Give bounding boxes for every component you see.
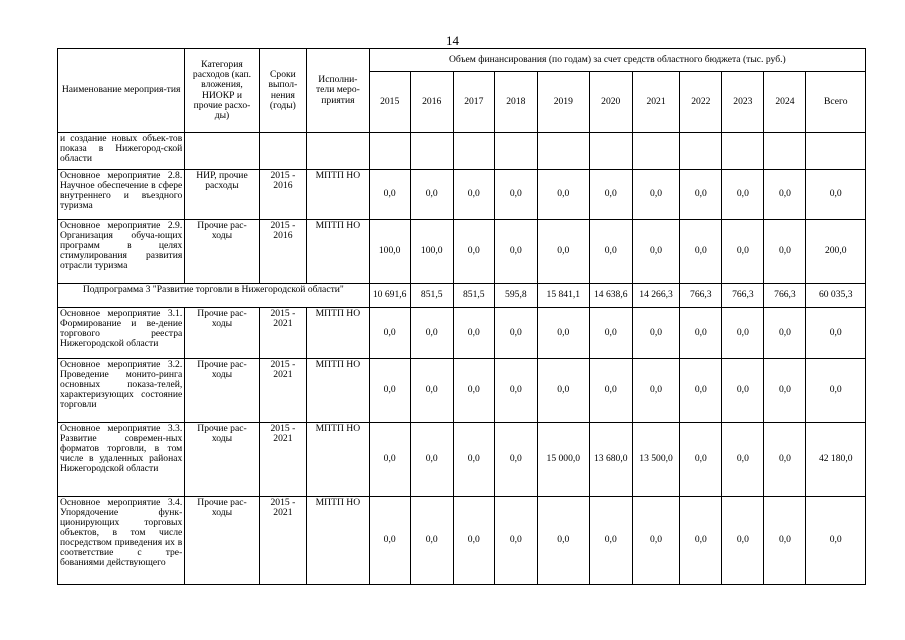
row-value: 0,0 <box>680 220 722 284</box>
subprogram-value: 15 841,1 <box>537 284 589 308</box>
funding-table <box>57 48 866 585</box>
row-value: 0,0 <box>369 170 410 220</box>
row-value: 0,0 <box>494 170 537 220</box>
row-category: НИР, прочие расходы <box>185 170 259 220</box>
header-terms: Сроки выпол-нения (годы) <box>259 49 306 133</box>
row-value: 0,0 <box>632 359 679 423</box>
row-value: 13 500,0 <box>632 423 679 497</box>
row-value: 0,0 <box>453 308 494 359</box>
row-value <box>410 133 453 170</box>
row-name: Основное мероприятие 3.3. Развитие современ-ных форматов торговли, в том числе в удаленных районах Нижегородской области <box>58 423 185 497</box>
row-value: 0,0 <box>453 220 494 284</box>
row-value: 100,0 <box>410 220 453 284</box>
row-value: 0,0 <box>722 497 764 585</box>
row-category <box>185 133 259 170</box>
table-row <box>58 423 866 497</box>
page-number: 14 <box>446 33 459 48</box>
row-value: 200,0 <box>806 220 866 284</box>
row-category: Прочие рас-ходы <box>185 308 259 359</box>
header-year: 2016 <box>410 72 453 133</box>
row-value: 0,0 <box>722 359 764 423</box>
row-value: 0,0 <box>764 359 806 423</box>
header-category: Категория расходов (кап. вложения, НИОКР и прочие расхо-ды) <box>185 49 259 133</box>
row-value <box>806 133 866 170</box>
row-value: 0,0 <box>537 170 589 220</box>
row-value: 0,0 <box>494 497 537 585</box>
row-executor: МПТП НО <box>307 308 370 359</box>
header-year: 2018 <box>494 72 537 133</box>
row-value: 0,0 <box>680 497 722 585</box>
row-value: 0,0 <box>632 308 679 359</box>
header-year: 2022 <box>680 72 722 133</box>
header-name: Наименование мероприя-тия <box>58 49 185 133</box>
row-value: 0,0 <box>453 170 494 220</box>
subprogram-value: 595,8 <box>494 284 537 308</box>
subprogram-value: 766,3 <box>680 284 722 308</box>
table-row <box>58 308 866 359</box>
row-value: 0,0 <box>453 497 494 585</box>
header-executors: Исполни-тели меро-приятия <box>307 49 370 133</box>
row-value: 0,0 <box>764 497 806 585</box>
row-value: 0,0 <box>410 170 453 220</box>
subprogram-title: Подпрограмма 3 "Развитие торговли в Нижегородской области" <box>58 284 370 308</box>
row-value <box>369 133 410 170</box>
row-value: 0,0 <box>722 308 764 359</box>
row-name: Основное мероприятие 2.8. Научное обеспечение в сфере внутреннего и въездного туризма <box>58 170 185 220</box>
row-value: 0,0 <box>369 359 410 423</box>
row-value: 0,0 <box>680 359 722 423</box>
row-value: 0,0 <box>494 359 537 423</box>
row-category: Прочие рас-ходы <box>185 423 259 497</box>
row-value: 0,0 <box>537 220 589 284</box>
row-name: Основное мероприятие 3.2. Проведение монито-ринга основных показа-телей, характеризующих состояние торговли <box>58 359 185 423</box>
row-name: Основное мероприятие 3.4. Упорядочение функ-ционирующих торговых объектов, в том числе посредством приведения их в соответствие с тре-бованиями действующего <box>58 497 185 585</box>
header-year: 2021 <box>632 72 679 133</box>
row-value: 0,0 <box>806 497 866 585</box>
row-value: 0,0 <box>537 497 589 585</box>
row-value: 0,0 <box>369 497 410 585</box>
row-value: 0,0 <box>589 308 632 359</box>
row-executor: МПТП НО <box>307 220 370 284</box>
row-value: 0,0 <box>453 423 494 497</box>
row-value: 0,0 <box>806 359 866 423</box>
row-value: 0,0 <box>764 423 806 497</box>
row-value: 0,0 <box>410 423 453 497</box>
row-value: 0,0 <box>589 220 632 284</box>
header-year: 2017 <box>453 72 494 133</box>
row-value: 100,0 <box>369 220 410 284</box>
row-value <box>722 133 764 170</box>
row-value: 0,0 <box>369 423 410 497</box>
row-value: 0,0 <box>722 423 764 497</box>
row-value: 0,0 <box>632 170 679 220</box>
subprogram-value: 851,5 <box>410 284 453 308</box>
row-value: 0,0 <box>722 170 764 220</box>
row-terms: 2015 - 2021 <box>259 423 306 497</box>
row-value: 0,0 <box>806 170 866 220</box>
row-value: 0,0 <box>764 308 806 359</box>
row-value: 0,0 <box>806 308 866 359</box>
row-value: 0,0 <box>494 308 537 359</box>
row-terms: 2015 - 2021 <box>259 308 306 359</box>
subprogram-value: 14 266,3 <box>632 284 679 308</box>
row-value <box>632 133 679 170</box>
row-value: 42 180,0 <box>806 423 866 497</box>
row-category: Прочие рас-ходы <box>185 359 259 423</box>
row-value: 0,0 <box>680 423 722 497</box>
row-value: 0,0 <box>722 220 764 284</box>
row-value: 0,0 <box>537 308 589 359</box>
table-row <box>58 359 866 423</box>
subprogram-value: 766,3 <box>722 284 764 308</box>
row-terms: 2015 - 2016 <box>259 170 306 220</box>
row-value <box>453 133 494 170</box>
subprogram-value: 14 638,6 <box>589 284 632 308</box>
row-value: 0,0 <box>764 220 806 284</box>
row-value <box>680 133 722 170</box>
row-value: 0,0 <box>764 170 806 220</box>
row-value: 0,0 <box>494 423 537 497</box>
row-terms: 2015 - 2021 <box>259 497 306 585</box>
row-value <box>537 133 589 170</box>
header-year: 2020 <box>589 72 632 133</box>
header-year: 2019 <box>537 72 589 133</box>
header-year: 2024 <box>764 72 806 133</box>
row-executor: МПТП НО <box>307 359 370 423</box>
row-name: Основное мероприятие 2.9. Организация обуча-ющих программ в целях стимулирования развития отрасли туризма <box>58 220 185 284</box>
row-executor: МПТП НО <box>307 423 370 497</box>
row-value: 0,0 <box>369 308 410 359</box>
row-category: Прочие рас-ходы <box>185 497 259 585</box>
row-value: 13 680,0 <box>589 423 632 497</box>
row-value: 0,0 <box>410 359 453 423</box>
table-row <box>58 170 866 220</box>
row-value: 0,0 <box>589 497 632 585</box>
row-value: 15 000,0 <box>537 423 589 497</box>
header-year: Всего <box>806 72 866 133</box>
row-value: 0,0 <box>589 359 632 423</box>
row-executor: МПТП НО <box>307 170 370 220</box>
row-terms: 2015 - 2021 <box>259 359 306 423</box>
row-value: 0,0 <box>494 220 537 284</box>
row-value: 0,0 <box>680 308 722 359</box>
subprogram-value: 60 035,3 <box>806 284 866 308</box>
row-value: 0,0 <box>589 170 632 220</box>
row-value <box>494 133 537 170</box>
row-executor <box>307 133 370 170</box>
row-value <box>589 133 632 170</box>
header-funding: Объем финансирования (по годам) за счет средств областного бюджета (тыс. руб.) <box>369 49 865 72</box>
header-year: 2023 <box>722 72 764 133</box>
row-terms <box>259 133 306 170</box>
table-row <box>58 133 866 170</box>
row-value: 0,0 <box>632 220 679 284</box>
subprogram-value: 10 691,6 <box>369 284 410 308</box>
subprogram-value: 851,5 <box>453 284 494 308</box>
header-year: 2015 <box>369 72 410 133</box>
subprogram-row <box>58 284 866 308</box>
row-value: 0,0 <box>410 308 453 359</box>
subprogram-value: 766,3 <box>764 284 806 308</box>
row-executor: МПТП НО <box>307 497 370 585</box>
row-name: и создание новых объек-тов показа в Нижегород-ской области <box>58 133 185 170</box>
table-row <box>58 220 866 284</box>
row-terms: 2015 - 2016 <box>259 220 306 284</box>
row-value: 0,0 <box>453 359 494 423</box>
table-row <box>58 497 866 585</box>
row-value: 0,0 <box>410 497 453 585</box>
row-category: Прочие рас-ходы <box>185 220 259 284</box>
row-name: Основное мероприятие 3.1. Формирование и ве-дение торгового реестра Нижегородской области <box>58 308 185 359</box>
row-value: 0,0 <box>537 359 589 423</box>
row-value <box>764 133 806 170</box>
row-value: 0,0 <box>680 170 722 220</box>
row-value: 0,0 <box>632 497 679 585</box>
